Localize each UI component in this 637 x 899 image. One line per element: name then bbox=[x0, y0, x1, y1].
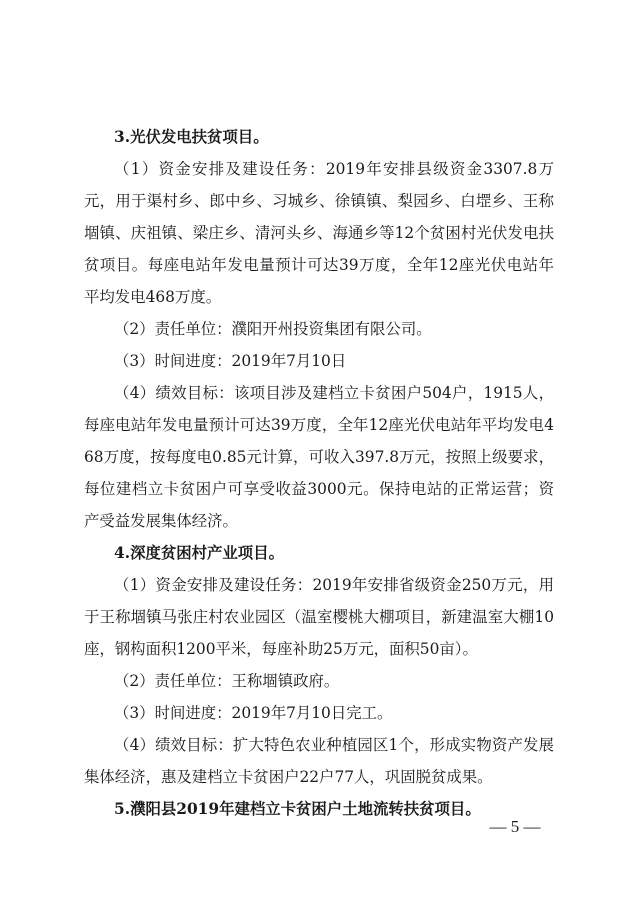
solar-schedule-paragraph: （3）时间进度：2019年7月10日 bbox=[114, 352, 347, 370]
solar-funding-paragraph: （1）资金安排及建设任务：2019年安排县级资金3307.8万元，用于渠村乡、郎中乡、习城乡、徐镇镇、梨园乡、白堽乡、王称堌镇、庆祖镇、梁庄乡、清河头乡、海通乡等12个贫困村光伏发电扶贫项目。每座电站年发电量预计可达39万度，全年12座光伏电站年平均发电468万度。 bbox=[84, 160, 554, 306]
industry-schedule-paragraph: （3）时间进度：2019年7月10日完工。 bbox=[114, 704, 393, 722]
page-number: — 5 — bbox=[489, 817, 541, 836]
industry-responsible-unit-paragraph: （2）责任单位：王称堌镇政府。 bbox=[114, 672, 340, 690]
industry-funding-paragraph: （1）资金安排及建设任务：2019年安排省级资金250万元，用于王称堌镇马张庄村农业园区（温室樱桃大棚项目，新建温室大棚10座，钢构面积1200平米，每座补助25万元，面积50亩）。 bbox=[84, 576, 554, 658]
solar-performance-goal-paragraph: （4）绩效目标：该项目涉及建档立卡贫困户504户，1915人，每座电站年发电量预计可达39万度，全年12座光伏电站年平均发电468万度，按每度电0.85元计算，可收入397.8万元，按照上级要求，每位建档立卡贫困户可享受收益3000元。保持电站的正常运营；资产受益发展集体经济。 bbox=[84, 384, 554, 530]
section-heading-land-transfer: 5.濮阳县2019年建档立卡贫困户土地流转扶贫项目。 bbox=[114, 800, 481, 818]
solar-responsible-unit-paragraph: （2）责任单位：濮阳开州投资集团有限公司。 bbox=[114, 320, 432, 338]
document-body bbox=[84, 121, 554, 825]
industry-performance-goal-paragraph: （4）绩效目标：扩大特色农业种植园区1个，形成实物资产发展集体经济，惠及建档立卡贫困户22户77人，巩固脱贫成果。 bbox=[84, 736, 554, 786]
section-heading-poor-village-industry: 4.深度贫困村产业项目。 bbox=[114, 544, 284, 562]
section-heading-solar-project: 3.光伏发电扶贫项目。 bbox=[114, 128, 269, 146]
